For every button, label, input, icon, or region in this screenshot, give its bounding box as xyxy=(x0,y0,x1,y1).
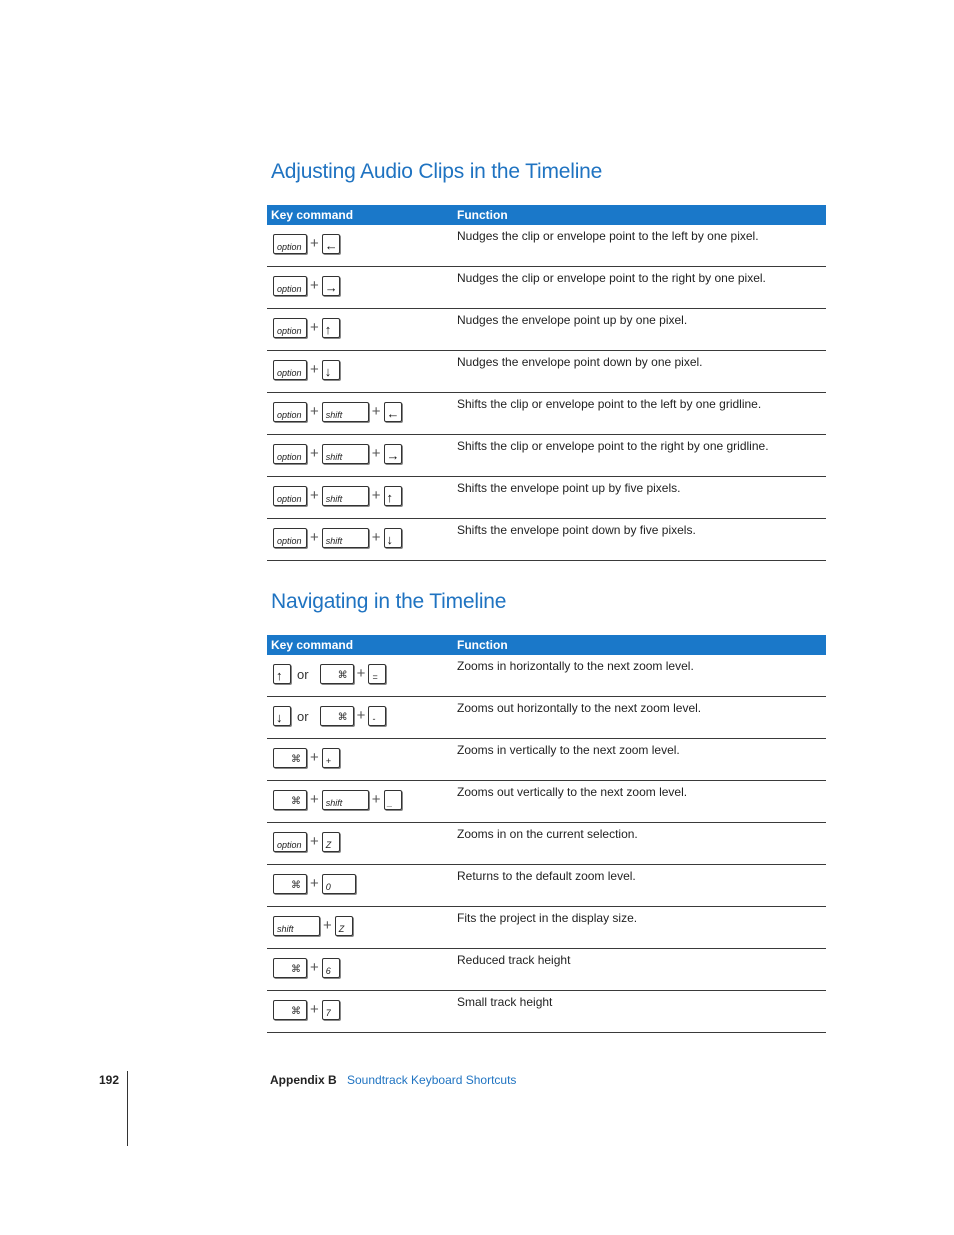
key-command xyxy=(273,957,340,979)
table-header xyxy=(267,205,826,225)
function-text: Shifts the envelope point down by five pixels. xyxy=(457,523,696,537)
key-label: option xyxy=(277,536,302,546)
option-key xyxy=(273,486,307,506)
key-command xyxy=(273,999,340,1021)
function-text: Nudges the clip or envelope point to the left by one pixel. xyxy=(457,229,759,243)
command-icon: ⌘ xyxy=(291,964,301,975)
page-number: 192 xyxy=(99,1073,120,1087)
command-key xyxy=(320,706,354,726)
function-text: Shifts the clip or envelope point to the left by one gridline. xyxy=(457,397,762,411)
arrow-key xyxy=(322,276,340,296)
table-row xyxy=(267,697,826,739)
function-text: Shifts the envelope point up by five pixels. xyxy=(457,481,681,495)
table-row xyxy=(267,519,826,561)
char-key xyxy=(368,664,386,684)
key-command xyxy=(273,747,340,769)
header-key-command: Key command xyxy=(271,638,354,652)
header-function: Function xyxy=(457,208,508,222)
option-key xyxy=(273,318,307,338)
char-key xyxy=(322,832,340,852)
command-key xyxy=(273,874,307,894)
audio-clips-table xyxy=(267,205,826,561)
key-label: 6 xyxy=(325,966,331,976)
function-text: Nudges the envelope point up by one pixel. xyxy=(457,313,688,327)
header-key-command: Key command xyxy=(271,208,354,222)
option-key xyxy=(273,444,307,464)
key-label: + xyxy=(325,756,332,766)
key-label: 0 xyxy=(325,882,331,892)
key-label: _ xyxy=(387,798,393,808)
plus-sign: + xyxy=(310,875,319,892)
function-text: Nudges the envelope point down by one pixel. xyxy=(457,355,703,369)
plus-sign: + xyxy=(371,403,381,420)
command-icon: ⌘ xyxy=(291,880,301,891)
function-text: Returns to the default zoom level. xyxy=(457,869,636,883)
arrow-icon: ↑ xyxy=(386,490,394,505)
footer-divider xyxy=(127,1071,128,1146)
or-label: or xyxy=(297,666,309,682)
plus-sign: + xyxy=(310,277,319,294)
option-key xyxy=(273,360,307,380)
command-icon: ⌘ xyxy=(291,1006,301,1017)
table-row xyxy=(267,351,826,393)
option-key xyxy=(273,402,307,422)
command-icon: ⌘ xyxy=(291,796,301,807)
arrow-key xyxy=(384,528,402,548)
table-row xyxy=(267,477,826,519)
key-command xyxy=(273,359,340,381)
arrow-icon: ↑ xyxy=(276,668,283,683)
key-command xyxy=(273,915,353,937)
shift-key xyxy=(273,916,320,936)
plus-sign: + xyxy=(310,791,319,808)
table-row xyxy=(267,949,826,991)
function-text: Nudges the clip or envelope point to the right by one pixel. xyxy=(457,271,766,285)
plus-sign: + xyxy=(310,487,319,504)
header-function: Function xyxy=(457,638,508,652)
arrow-icon: ↓ xyxy=(324,364,332,379)
function-text: Zooms in on the current selection. xyxy=(457,827,638,841)
plus-sign: + xyxy=(371,529,381,546)
table-row xyxy=(267,655,826,697)
plus-sign: + xyxy=(310,833,319,850)
shift-key xyxy=(322,528,369,548)
command-key xyxy=(273,790,307,810)
shift-key xyxy=(322,402,369,422)
arrow-key xyxy=(322,360,340,380)
function-text: Zooms in horizontally to the next zoom level. xyxy=(457,659,694,673)
plus-sign: + xyxy=(323,917,332,934)
table-row xyxy=(267,865,826,907)
command-icon: ⌘ xyxy=(337,670,348,681)
navigating-table xyxy=(267,635,826,1033)
arrow-key xyxy=(322,318,340,338)
footer-appendix: Appendix B xyxy=(270,1073,337,1087)
table-header xyxy=(267,635,826,655)
command-key xyxy=(273,958,307,978)
arrow-icon: ← xyxy=(386,406,400,421)
arrow-key xyxy=(273,664,291,684)
key-label: shift xyxy=(325,494,343,504)
function-text: Zooms out horizontally to the next zoom level. xyxy=(457,701,702,715)
key-label: option xyxy=(277,494,302,504)
char-key xyxy=(368,706,386,726)
key-command xyxy=(273,663,386,685)
command-icon: ⌘ xyxy=(337,712,348,723)
char-key xyxy=(384,790,402,810)
function-text: Zooms in vertically to the next zoom level. xyxy=(457,743,680,757)
command-key xyxy=(273,748,307,768)
key-command xyxy=(273,485,402,507)
plus-sign: + xyxy=(310,1001,319,1018)
arrow-icon: ← xyxy=(324,238,338,253)
key-label: shift xyxy=(277,924,294,934)
plus-sign: + xyxy=(371,791,381,808)
table-row xyxy=(267,435,826,477)
table-body xyxy=(267,225,826,561)
shift-key xyxy=(322,486,369,506)
section-title-audio-clips: Adjusting Audio Clips in the Timeline xyxy=(271,160,603,183)
arrow-icon: ↓ xyxy=(276,710,283,725)
key-label: shift xyxy=(325,452,343,462)
char-key xyxy=(322,874,356,894)
key-label: shift xyxy=(325,536,343,546)
table-row xyxy=(267,393,826,435)
key-command xyxy=(273,789,402,811)
function-text: Zooms out vertically to the next zoom level. xyxy=(457,785,688,799)
key-label: = xyxy=(372,672,378,682)
arrow-icon: ↑ xyxy=(324,322,332,337)
table-row xyxy=(267,739,826,781)
table-body xyxy=(267,655,826,1033)
char-key xyxy=(322,748,340,768)
table-row xyxy=(267,907,826,949)
plus-sign: + xyxy=(310,403,319,420)
arrow-icon: → xyxy=(324,280,338,295)
key-command xyxy=(273,275,340,297)
option-key xyxy=(273,276,307,296)
arrow-key xyxy=(384,402,402,422)
plus-sign: + xyxy=(310,235,319,252)
plus-sign: + xyxy=(371,445,381,462)
key-command xyxy=(273,443,402,465)
or-label: or xyxy=(297,708,309,724)
arrow-key xyxy=(384,486,402,506)
key-label: Z xyxy=(325,840,332,850)
key-label: option xyxy=(277,284,302,294)
plus-sign: + xyxy=(310,361,319,378)
command-icon: ⌘ xyxy=(291,754,301,765)
plus-sign: + xyxy=(356,707,366,724)
char-key xyxy=(322,1000,340,1020)
shift-key xyxy=(322,790,369,810)
key-label: - xyxy=(372,714,376,724)
option-key xyxy=(273,832,307,852)
table-row xyxy=(267,225,826,267)
function-text: Shifts the clip or envelope point to the right by one gridline. xyxy=(457,439,769,453)
section-title-navigating: Navigating in the Timeline xyxy=(271,590,507,613)
key-command xyxy=(273,401,402,423)
command-key xyxy=(273,1000,307,1020)
plus-sign: + xyxy=(310,749,319,766)
option-key xyxy=(273,234,307,254)
key-label: 7 xyxy=(325,1008,331,1018)
table-row xyxy=(267,781,826,823)
plus-sign: + xyxy=(356,665,366,682)
plus-sign: + xyxy=(371,487,381,504)
plus-sign: + xyxy=(310,445,319,462)
plus-sign: + xyxy=(310,529,319,546)
arrow-icon: → xyxy=(386,448,400,463)
function-text: Reduced track height xyxy=(457,953,571,967)
plus-sign: + xyxy=(310,319,319,336)
key-label: option xyxy=(277,326,302,336)
key-command xyxy=(273,873,356,895)
footer-chapter-link[interactable]: Soundtrack Keyboard Shortcuts xyxy=(347,1073,517,1087)
option-key xyxy=(273,528,307,548)
function-text: Fits the project in the display size. xyxy=(457,911,638,925)
key-command xyxy=(273,705,386,727)
key-label: option xyxy=(277,410,302,420)
char-key xyxy=(335,916,353,936)
key-label: shift xyxy=(325,410,343,420)
table-row xyxy=(267,991,826,1033)
key-label: option xyxy=(277,452,302,462)
command-key xyxy=(320,664,354,684)
arrow-key xyxy=(273,706,291,726)
key-command xyxy=(273,317,340,339)
shift-key xyxy=(322,444,369,464)
function-text: Small track height xyxy=(457,995,553,1009)
table-row xyxy=(267,823,826,865)
key-label: option xyxy=(277,840,302,850)
key-label: Z xyxy=(338,924,345,934)
plus-sign: + xyxy=(310,959,319,976)
table-row xyxy=(267,309,826,351)
key-command xyxy=(273,527,402,549)
key-label: shift xyxy=(325,798,343,808)
arrow-icon: ↓ xyxy=(386,532,394,547)
char-key xyxy=(322,958,340,978)
table-row xyxy=(267,267,826,309)
key-label: option xyxy=(277,368,302,378)
key-command xyxy=(273,831,340,853)
key-command xyxy=(273,233,340,255)
arrow-key xyxy=(384,444,402,464)
arrow-key xyxy=(322,234,340,254)
key-label: option xyxy=(277,242,302,252)
